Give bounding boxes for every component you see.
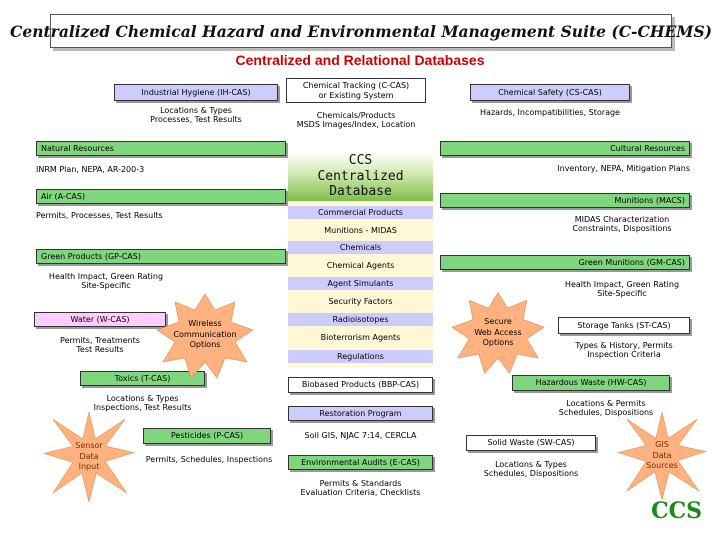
hazardous-waste-box [512,375,670,391]
toxics-detail-1: Locations & Types [106,394,179,403]
wireless-label-1: Wireless [188,319,222,329]
sensor-label-2: Data [79,451,99,461]
tracking-detail-2: MSDS Images/Index, Location [296,120,416,130]
cultural-label: Cultural Resources [610,143,685,153]
center-item-agent-simulants: Agent Simulants [288,277,433,290]
hazardous-label: Hazardous Waste (HW-CAS) [535,378,647,388]
safety-label: Chemical Safety (CS-CAS) [498,87,602,97]
tracking-detail [286,111,426,129]
green-munitions-box [440,255,690,270]
audits-detail-2: Evaluation Criteria, Checklists [300,488,421,498]
ih-label: Industrial Hygiene (IH-CAS) [141,87,251,97]
ccs-logo: CCS [651,498,702,524]
green-products-detail [36,272,176,290]
munitions-detail [552,215,692,233]
gis-star [637,434,687,478]
secure-label-3: Options [482,338,514,348]
chemical-tracking-box [286,78,426,103]
wireless-label-3: Options [189,340,221,350]
green-products-label: Green Products (GP-CAS) [41,251,141,261]
diagram-subtitle: Centralized and Relational Databases [235,52,485,68]
munitions-detail-1: MIDAS Characterization [574,215,670,224]
tracking-label-1: Chemical Tracking (C-CAS) [302,81,410,91]
green-munitions-detail [552,280,692,298]
water-detail [34,336,166,354]
green-munitions-label: Green Munitions (GM-CAS) [578,257,685,267]
storage-detail [558,341,690,359]
secure-label-2: Web Access [474,327,522,337]
air-box [36,189,286,204]
center-item-security-factors: Security Factors [328,297,393,306]
ih-box [114,84,278,101]
green-products-box [36,249,286,264]
hazardous-detail-2: Schedules, Dispositions [558,408,654,418]
solid-waste-box [466,435,596,451]
biobased-label: Biobased Products (BBP-CAS) [301,380,420,390]
storage-detail-2: Inspection Criteria [587,350,661,360]
solid-detail-2: Schedules, Dispositions [483,469,579,479]
secure-label-1: Secure [484,317,512,327]
restoration-detail: Soil GIS, NJAC 7:14, CERCLA [304,431,417,440]
sensor-label-3: Input [78,462,100,472]
green-products-detail-1: Health Impact, Green Rating [48,272,164,281]
core-label-1: CCS [348,153,373,169]
air-detail: Permits, Processes, Test Results [36,211,163,220]
water-box [34,312,166,327]
diagram-title: Centralized Chemical Hazard and Environmental Management Suite (C-CHEMS) [50,14,672,48]
center-item-commercial-products: Commercial Products [288,206,433,219]
gis-label-2: Data [652,450,672,460]
center-item-regulations: Regulations [288,350,433,363]
tracking-label-2: or Existing System [318,90,394,100]
gis-label-3: Sources [646,461,678,471]
natural-resources-detail: INRM Plan, NEPA, AR-200-3 [36,165,145,174]
green-munitions-detail-2: Site-Specific [597,289,647,299]
munitions-detail-2: Constraints, Dispositions [572,224,672,234]
green-products-detail-2: Site-Specific [81,281,131,291]
core-label-2: Centralized [317,168,404,184]
core-label-3: Database [329,184,392,200]
wireless-label-2: Communication [173,329,237,339]
cultural-detail: Inventory, NEPA, Mitigation Plans [557,164,690,173]
pesticides-box [143,428,271,444]
green-munitions-detail-1: Health Impact, Green Rating [564,280,680,289]
water-label: Water (W-CAS) [70,314,130,324]
sensor-label-1: Sensor [75,441,103,451]
water-detail-1: Permits, Treatments [60,336,140,345]
storage-tanks-box [558,317,690,334]
audits-detail-1: Permits & Standards [319,479,402,488]
pesticides-detail: Permits, Schedules, Inspections [145,455,273,464]
restoration-label: Restoration Program [319,408,402,418]
wireless-star [170,312,240,358]
ih-detail [114,106,278,124]
secure-web-star [463,310,533,356]
tracking-detail-1: Chemicals/Products [316,111,396,120]
storage-detail-1: Types & History, Permits [575,341,673,350]
munitions-label: Munitions (MACS) [614,195,685,205]
water-detail-2: Test Results [76,345,124,355]
restoration-program-box [288,406,433,421]
center-item-radioisotopes: Radioisotopes [288,313,433,326]
chemical-safety-box [470,84,630,101]
cultural-resources-box [440,141,690,156]
ih-detail-2: Processes, Test Results [150,115,242,125]
solid-detail [466,460,596,478]
audits-label: Environmental Audits (E-CAS) [301,457,420,467]
natural-resources-box [36,141,286,156]
biobased-products-box [288,377,433,393]
center-item-munitions: Munitions - MIDAS [324,226,397,235]
sensor-star [64,436,114,478]
natural-resources-label: Natural Resources [41,143,114,153]
center-item-chemical-agents: Chemical Agents [326,261,395,270]
solid-detail-1: Locations & Types [495,460,567,469]
ccs-core-database [288,152,433,201]
center-item-chemicals: Chemicals [288,241,433,254]
ih-detail-1: Locations & Types [160,106,232,115]
pesticides-label: Pesticides (P-CAS) [170,431,244,441]
audits-detail [288,479,433,497]
gis-label-1: GIS [655,440,669,450]
safety-detail: Hazards, Incompatibilities, Storage [480,108,620,117]
toxics-detail [80,394,205,412]
munitions-box [440,193,690,208]
hazardous-detail-1: Locations & Permits [566,399,646,408]
solid-label: Solid Waste (SW-CAS) [487,438,575,448]
center-item-bioterrorism-agents: Bioterrorism Agents [320,333,401,342]
toxics-label: Toxics (T-CAS) [114,373,171,383]
environmental-audits-box [288,455,433,470]
toxics-detail-2: Inspections, Test Results [93,403,192,413]
air-label: Air (A-CAS) [41,191,86,201]
storage-label: Storage Tanks (ST-CAS) [577,320,671,330]
